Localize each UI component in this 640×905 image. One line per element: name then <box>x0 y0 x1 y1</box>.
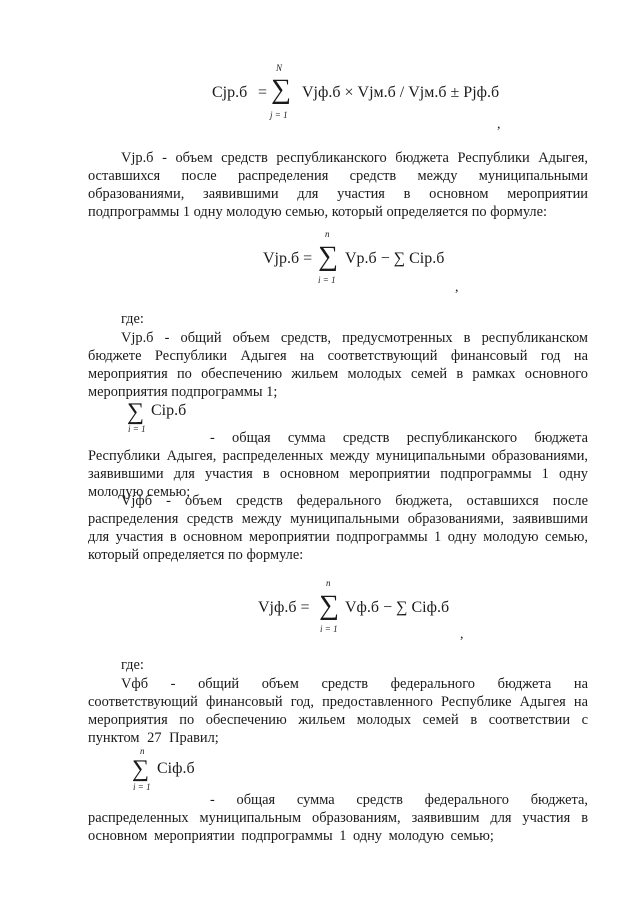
sigma-symbol: ∑ <box>318 241 338 272</box>
sum1-term: Ciр.б <box>151 402 187 419</box>
paragraph-vjrb-remaining: Vjр.б - объем средств республиканского бюджета Республики Адыгея, оставшихся после распределения средств между муниципальными образованиями, заявившими для участия в основном мероприятии подпрограммы 1 одну молодую семью, который определяется по формуле: <box>88 150 588 220</box>
sum2-lower-limit: i = 1 <box>133 782 151 792</box>
formula3-lower-limit: i = 1 <box>320 624 338 634</box>
sigma-symbol: ∑ <box>319 590 339 621</box>
formula2-lower-limit: i = 1 <box>318 275 336 285</box>
formula1-lhs: Cjр.б <box>212 84 248 101</box>
sigma-symbol: ∑ <box>271 74 291 105</box>
paragraph-vfb-total: Vфб - общий объем средств федерального бюджета на соответствующий финансовый год, предоставленного Республике Адыгея на мероприятия по обеспечению жильем молодых семей в соответствии с пунктом 27 Правил; <box>88 676 588 746</box>
formula1-upper-limit: N <box>276 63 283 73</box>
formula2-lhs: Vjр.б = <box>263 250 313 267</box>
where-label: где: <box>121 657 144 673</box>
sum2-upper-limit: n <box>140 746 145 756</box>
paragraph-cirb-definition: - общая сумма средств республиканского бюджета Республики Адыгея, распределенных между муниципальными образованиями, заявившими для участия в основном мероприятии подпрограммы 1 одну молодую семью; <box>88 430 588 500</box>
formula3-lhs: Vjф.б = <box>258 599 310 616</box>
formula2-upper-limit: n <box>325 229 330 239</box>
sum2-term: Ciф.б <box>157 760 195 777</box>
paragraph-cifb-definition: - общая сумма средств федерального бюджета, распределенных муниципальным образованиям, заявившим для участия в основном мероприятии подпрограммы 1 одну молодую семью; <box>88 792 588 844</box>
formula1-rhs: Vjф.б × Vjм.б / Vjм.б ± Pjф.б <box>302 84 500 101</box>
formula1-lower-limit: j = 1 <box>270 110 288 120</box>
sigma-symbol: ∑ <box>132 756 150 782</box>
where-label: где: <box>121 311 144 327</box>
paragraph-vjfb-remaining: Vjфб - объем средств федерального бюджета, оставшихся после распределения средств между муниципальными образованиями, заявившими для участия в основном мероприятии подпрограммы 1 одну молодую семью, который определяется по формуле: <box>88 493 588 563</box>
formula3-rhs: Vф.б − ∑ Ciф.б <box>345 599 450 616</box>
paragraph-vjrb-total: Vjр.б - общий объем средств, предусмотренных в республиканском бюджете Республики Адыгея на соответствующий финансовый год на мероприятия по обеспечению жильем молодых семей в рамках основного мероприятия подпрограммы 1; <box>88 330 588 400</box>
sigma-symbol: ∑ <box>127 399 145 425</box>
formula3-upper-limit: n <box>326 578 331 588</box>
sum1-lower-limit: i = 1 <box>128 424 146 434</box>
document-page: Cjр.б = N ∑ j = 1 Vjф.б × Vjм.б / Vjм.б ± Pjф.б , Vjр.б - объем средств республиканского бюджета Республики Адыгея, оставшихся после распределения средств между муниципальными образованиями, заявившими для участия в основном мероприятии подпрограммы 1 одну молодую семью, который определяется по формуле: Vjр.б = n ∑ i = 1 Vр.б − ∑ Ciр.б , где: Vjр.б - общий объем средств, предусмотренных в республиканском бюджете Республики Адыгея на соответствующий финансовый год на мероприятия по обеспечению жильем молодых семей в рамках основного мероприятия подпрограммы 1; ∑ Ciр.б i = 1 - общая сумма средств республиканского бюджета Республики Адыгея, распределенных между муниципальными образованиями, заявившими для участия в основном мероприятии подпрограммы 1 одну молодую семью; Vjфб - объем средств федерального бюджета, оставшихся после распределения средств между муниципальными образованиями, заявившими для участия в основном мероприятии подпрограммы 1 одну молодую семью, который определяется по формуле: Vjф.б = n ∑ i = 1 Vф.б − ∑ Ciф.б , где: Vфб - общий объем средств федерального бюджета на соответствующий финансовый год, предоставленного Республике Адыгея на мероприятия по обеспечению жильем молодых семей в соответствии с пунктом 27 Правил; n ∑ Ciф.б i = 1 - общая сумма средств федерального бюджета, распределенных муниципальным образованиям, заявившим для участия в основном мероприятии подпрограммы 1 одну молодую семью; <box>88 63 588 844</box>
formula2-rhs: Vр.б − ∑ Ciр.б <box>345 250 445 267</box>
